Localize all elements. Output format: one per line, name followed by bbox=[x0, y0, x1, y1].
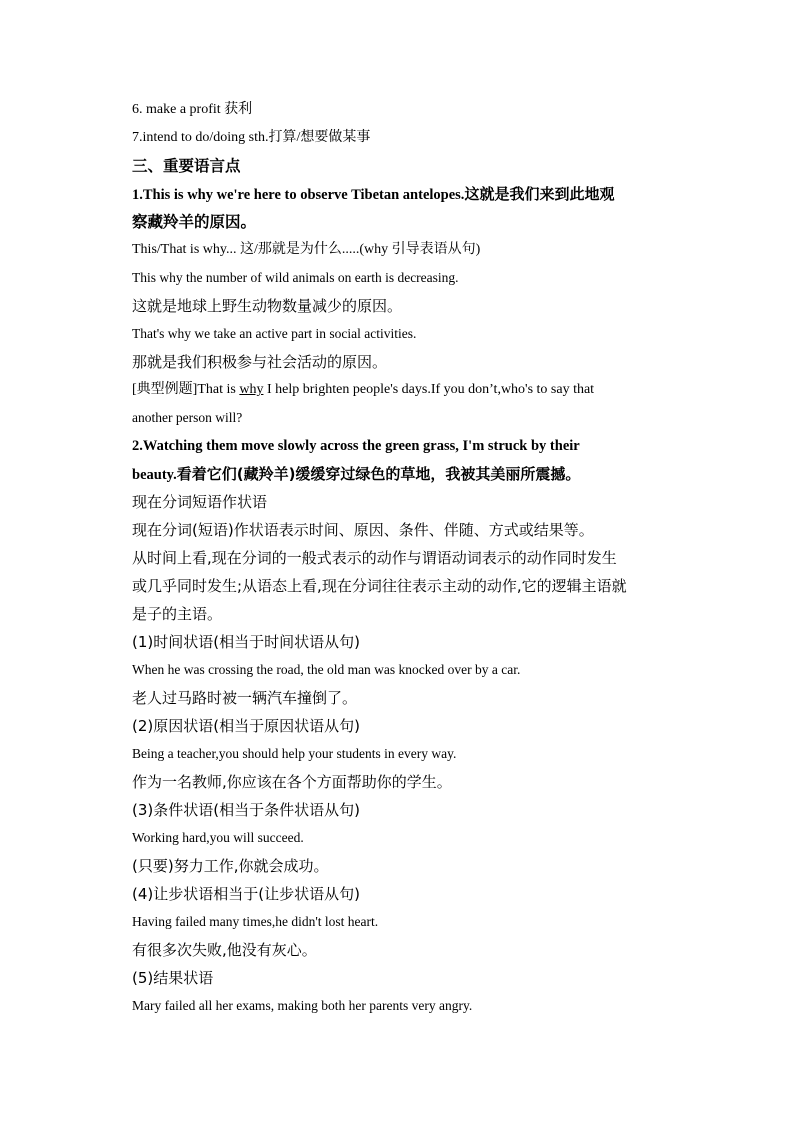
point2-desc-1: 现在分词(短语)作状语表示时间、原因、条件、伴随、方式或结果等。 bbox=[132, 521, 594, 539]
point2-desc-2: 从时间上看,现在分词的一般式表示的动作与谓语动词表示的动作同时发生 bbox=[132, 549, 617, 567]
case2-example-zh: 作为一名教师,你应该在各个方面帮助你的学生。 bbox=[132, 773, 452, 791]
vocab-item-6: 6. make a profit 获利 bbox=[132, 102, 253, 117]
point1-title-line2: 察藏羚羊的原因。 bbox=[132, 213, 257, 231]
case3-example-zh: (只要)努力工作,你就会成功。 bbox=[132, 857, 329, 875]
case4-heading: (4)让步状语相当于(让步状语从句) bbox=[132, 885, 360, 903]
section-heading: 三、重要语言点 bbox=[132, 157, 241, 175]
case4-example-zh: 有很多次失败,他没有灰心。 bbox=[132, 941, 317, 959]
case5-example-en: Mary failed all her exams, making both her parents very angry. bbox=[132, 998, 473, 1013]
point2-title-en-b: beauty. bbox=[132, 467, 177, 483]
case4-example-en: Having failed many times,he didn't lost heart. bbox=[132, 914, 379, 929]
case1-example-en: When he was crossing the road, the old man was knocked over by a car. bbox=[132, 662, 521, 677]
point2-title-line1: 2.Watching them move slowly across the green grass, I'm struck by their bbox=[132, 438, 580, 454]
point1-rule: This/That is why... 这/那就是为什么.....(why 引导表语从句) bbox=[132, 242, 481, 257]
point1-title-en: 1.This is why we're here to observe Tibetan antelopes. bbox=[132, 187, 465, 203]
typical-example bbox=[132, 376, 672, 404]
point1-title-zh-a: 这就是我们来到此地观 bbox=[464, 185, 615, 203]
point2-desc-3: 或几乎同时发生;从语态上看,现在分词往往表示主动的动作,它的逻辑主语就 bbox=[132, 577, 627, 595]
vocab-item-7: 7.intend to do/doing sth.打算/想要做某事 bbox=[132, 130, 371, 145]
point1-example1-en: This why the number of wild animals on earth is decreasing. bbox=[132, 270, 459, 285]
case2-heading: (2)原因状语(相当于原因状语从句) bbox=[132, 717, 360, 735]
case1-heading: (1)时间状语(相当于时间状语从句) bbox=[132, 633, 360, 651]
case1-example-zh: 老人过马路时被一辆汽车撞倒了。 bbox=[132, 689, 358, 707]
case5-heading: (5)结果状语 bbox=[132, 969, 214, 987]
typical-example-post: I help brighten people's days.If you don’t,who's to say that bbox=[263, 382, 595, 397]
point2-title-line2 bbox=[132, 460, 672, 488]
point2-desc-4: 是子的主语。 bbox=[132, 605, 223, 623]
case3-example-en: Working hard,you will succeed. bbox=[132, 830, 304, 845]
point2-title-zh: 看着它们(藏羚羊)缓缓穿过绿色的草地，我被其美丽所震撼。 bbox=[176, 465, 581, 483]
case2-example-en: Being a teacher,you should help your students in every way. bbox=[132, 746, 457, 761]
point1-example1-zh: 这就是地球上野生动物数量减少的原因。 bbox=[132, 297, 403, 315]
point1-title-line1 bbox=[132, 180, 672, 208]
point2-subtitle: 现在分词短语作状语 bbox=[132, 493, 268, 511]
point1-example2-en: That's why we take an active part in social activities. bbox=[132, 326, 417, 341]
document-page bbox=[132, 96, 672, 1020]
typical-example-underlined: why bbox=[239, 382, 264, 397]
point1-example2-zh: 那就是我们积极参与社会活动的原因。 bbox=[132, 353, 388, 371]
typical-example-pre: [典型例题]That is bbox=[132, 382, 240, 397]
case3-heading: (3)条件状语(相当于条件状语从句) bbox=[132, 801, 360, 819]
typical-example-continued: another person will? bbox=[132, 410, 243, 425]
